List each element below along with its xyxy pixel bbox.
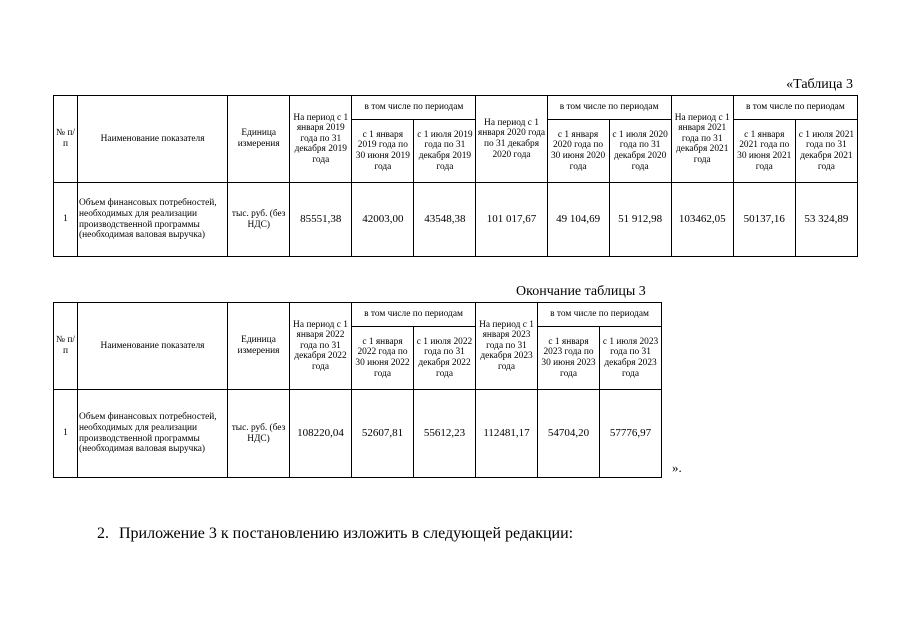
- header-period-2020: На период с 1 января 2020 года по 31 декабря 2020 года: [476, 96, 547, 183]
- header-2022-h1: с 1 января 2022 года по 30 июня 2022 года: [352, 327, 414, 390]
- value-2022-h2: 55612,23: [414, 390, 476, 478]
- header-2020-h1: с 1 января 2020 года по 30 июня 2020 года: [547, 120, 609, 183]
- value-2019-h2: 43548,38: [414, 183, 476, 257]
- header-period-2023: На период с 1 января 2023 года по 31 декабря 2023 года: [476, 303, 538, 390]
- header-incl-2021: в том числе по периодам: [733, 96, 857, 120]
- paragraph-text: Приложение 3 к постановлению изложить в следующей редакции:: [119, 525, 574, 542]
- value-2020-h1: 49 104,69: [547, 183, 609, 257]
- value-2020-total: 101 017,67: [476, 183, 547, 257]
- header-incl-2020: в том числе по периодам: [547, 96, 671, 120]
- value-2022-h1: 52607,81: [352, 390, 414, 478]
- table-3-end-caption: Окончание таблицы 3: [516, 284, 646, 299]
- value-2020-h2: 51 912,98: [609, 183, 671, 257]
- value-2021-total: 103462,05: [671, 183, 733, 257]
- value-2023-total: 112481,17: [476, 390, 538, 478]
- header-incl-2019: в том числе по периодам: [352, 96, 476, 120]
- table-3-part-1: [53, 95, 858, 257]
- header-name: Наименование показателя: [78, 96, 228, 183]
- header-period-2021: На период с 1 января 2021 года по 31 декабря 2021 года: [671, 96, 733, 183]
- header-2020-h2: с 1 июля 2020 года по 31 декабря 2020 года: [609, 120, 671, 183]
- value-2021-h2: 53 324,89: [795, 183, 857, 257]
- row-num: 1: [54, 390, 78, 478]
- header-incl-2022: в том числе по периодам: [352, 303, 476, 327]
- header-2023-h2: с 1 июля 2023 года по 31 декабря 2023 года: [600, 327, 662, 390]
- header-2021-h1: с 1 января 2021 года по 30 июня 2021 года: [733, 120, 795, 183]
- header-period-2019: На период с 1 января 2019 года по 31 декабря 2019 года: [290, 96, 352, 183]
- value-2023-h1: 54704,20: [538, 390, 600, 478]
- header-unit: Единица измерения: [228, 303, 290, 390]
- table-3-part-2: [53, 302, 662, 478]
- value-2019-total: 85551,38: [290, 183, 352, 257]
- row-name: Объем финансовых потребностей, необходимых для реализации производственной программы (необходимая валовая выручка): [78, 390, 228, 478]
- row-name: Объем финансовых потребностей, необходимых для реализации производственной программы (необходимая валовая выручка): [78, 183, 228, 257]
- value-2022-total: 108220,04: [290, 390, 352, 478]
- paragraph-number: 2.: [97, 525, 109, 542]
- header-2021-h2: с 1 июля 2021 года по 31 декабря 2021 года: [795, 120, 857, 183]
- closing-quote: ».: [672, 460, 682, 475]
- table-3-caption: «Таблица 3: [786, 77, 853, 92]
- header-name: Наименование показателя: [78, 303, 228, 390]
- header-num: № п/п: [54, 303, 78, 390]
- value-2023-h2: 57776,97: [600, 390, 662, 478]
- header-2019-h1: с 1 января 2019 года по 30 июня 2019 года: [352, 120, 414, 183]
- header-incl-2023: в том числе по периодам: [538, 303, 662, 327]
- paragraph-2: [97, 525, 573, 543]
- table-row: [54, 390, 662, 478]
- header-period-2022: На период с 1 января 2022 года по 31 декабря 2022 года: [290, 303, 352, 390]
- row-unit: тыс. руб. (без НДС): [228, 183, 290, 257]
- header-unit: Единица измерения: [228, 96, 290, 183]
- value-2019-h1: 42003,00: [352, 183, 414, 257]
- row-num: 1: [54, 183, 78, 257]
- header-num: № п/п: [54, 96, 78, 183]
- value-2021-h1: 50137,16: [733, 183, 795, 257]
- header-2019-h2: с 1 июля 2019 года по 31 декабря 2019 года: [414, 120, 476, 183]
- row-unit: тыс. руб. (без НДС): [228, 390, 290, 478]
- header-2023-h1: с 1 января 2023 года по 30 июня 2023 года: [538, 327, 600, 390]
- header-2022-h2: с 1 июля 2022 года по 31 декабря 2022 года: [414, 327, 476, 390]
- table-row: [54, 183, 858, 257]
